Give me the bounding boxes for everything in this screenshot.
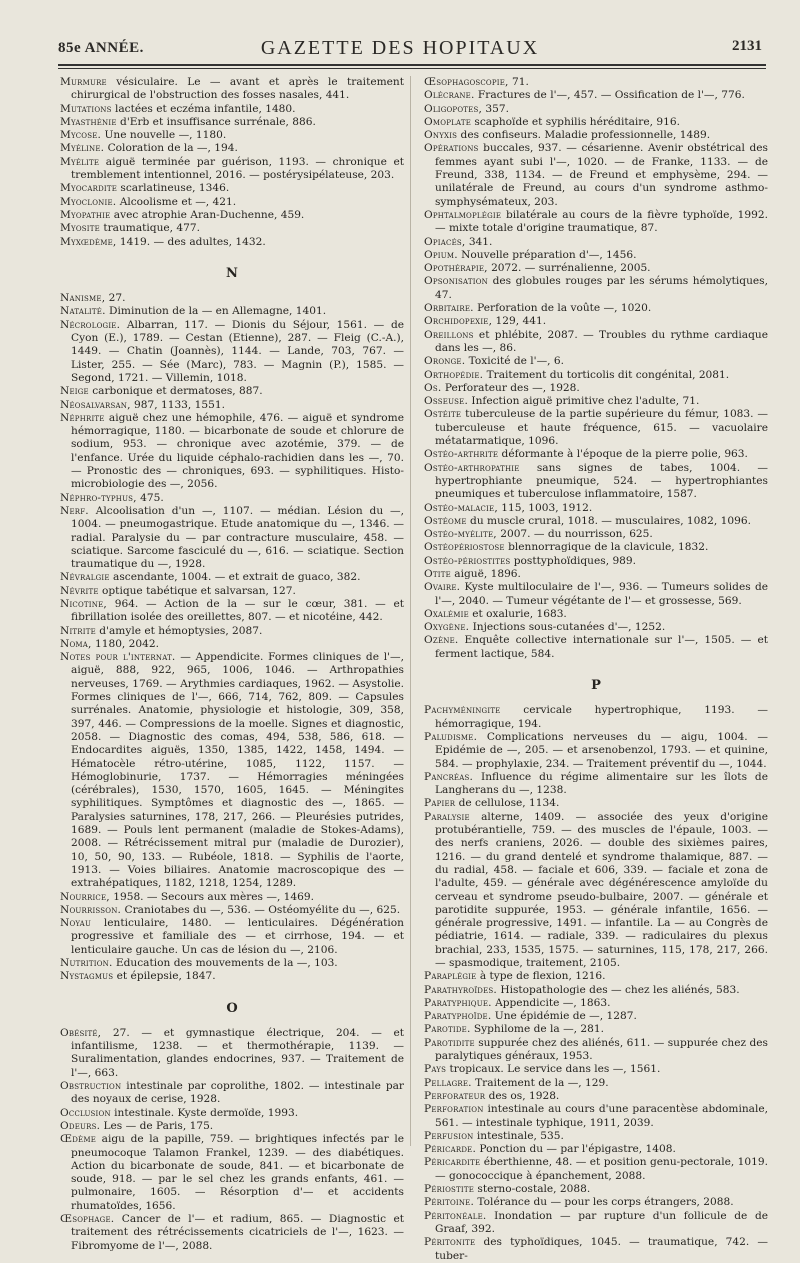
index-entry (60, 1133, 404, 1213)
entry-text: 341. (465, 235, 493, 248)
entry-text: intestinale au cours d'une paracentèse abdominale, 561. — intestinale typhique, 1911, 2039. (435, 1103, 768, 1129)
index-entry (60, 209, 404, 222)
entry-text: du muscle crural, 1018. — musculaires, 1082, 1096. (466, 514, 751, 527)
entry-heading: Ostéome (424, 514, 467, 527)
index-entry (60, 891, 404, 904)
index-entry (60, 305, 404, 318)
index-entry (424, 1077, 768, 1090)
index-entry (424, 249, 768, 262)
entry-heading: Odeurs. (60, 1119, 101, 1132)
entry-heading: Néosalvarsan, (60, 398, 131, 411)
index-entry (424, 541, 768, 554)
index-entry (424, 1143, 768, 1156)
index-entry (424, 1236, 768, 1263)
entry-text: Cancer de l'— et radium, 865. — Diagnostic et traitement des rétrécissements cicatriciels de l'—, 1623. — Fibromyome de l'—, 2088. (71, 1213, 404, 1252)
index-entry (424, 408, 768, 448)
index-entry (60, 492, 404, 505)
index-entry (424, 369, 768, 382)
index-entry (424, 1156, 768, 1183)
index-entry (424, 275, 768, 302)
entry-text: sterno-costale, 2088. (474, 1183, 591, 1196)
entry-text: Ponction du — par l'épigastre, 1408. (476, 1143, 676, 1156)
entry-text: Syphilome de la —, 281. (470, 1023, 604, 1036)
entry-text: buccales, 937. — césarienne. Avenir obstétrical des femmes ayant subi l'—, 1020. — de Franke, 1133. — de Freund, 338, 1134. — de Freund et emphysème, 294. — unilatérale de Freund, au cours d'un syndrome asthmo-symphysémateux, 203. (435, 142, 768, 208)
entry-heading: Obstruction (60, 1080, 122, 1093)
entry-text: Infection aiguë primitive chez l'adulte, 71. (468, 395, 700, 408)
entry-heading: Mycose. (60, 129, 102, 142)
entry-heading: Oxygène. (424, 621, 470, 634)
entry-text: Influence du régime alimentaire sur les îlots de Langherans du —, 1238. (435, 770, 768, 797)
entry-text: de cellulose, 1134. (455, 797, 560, 810)
entry-heading: Névralgie (60, 571, 110, 584)
entry-heading: Mutations (60, 102, 112, 115)
index-entry (424, 515, 768, 528)
entry-text: scarlatineuse, 1346. (117, 182, 230, 195)
entry-text: suppurée chez des aliénés, 611. — suppurée chez des paralytiques généraux, 1953. (435, 1036, 768, 1063)
entry-heading: Orthopédie. (424, 368, 484, 381)
entry-heading: Opothérapie, (424, 262, 488, 275)
entry-heading: Onyxis (424, 129, 458, 142)
entry-heading: Pays (424, 1063, 447, 1076)
index-entry (60, 412, 404, 492)
entry-heading: Myélite (60, 155, 100, 168)
index-entry (60, 970, 404, 983)
index-entry (424, 704, 768, 731)
entry-heading: Oreillons (424, 328, 474, 341)
entry-heading: Péricarde. (424, 1143, 477, 1156)
entry-heading: Myosite (60, 222, 100, 235)
index-entry (424, 355, 768, 368)
entry-heading: Péritonite (424, 1236, 476, 1249)
entry-text: blennorragique de la clavicule, 1832. (504, 541, 709, 554)
entry-heading: Péritonéale. (424, 1209, 487, 1222)
entry-heading: Ostéo-malacie, (424, 501, 498, 514)
entry-heading: Nourrisson. (60, 903, 122, 916)
entry-heading: Périostite (424, 1183, 475, 1196)
entry-text: Albarran, 117. — Dionis du Séjour, 1561. — de Cyon (E.), 1789. — Cestan (Etienne), 287. — Fleig (C.-A.), 1449. — Chatin (Joannès), 1144. — Lande, 703, 767. — Lister, 255. — Sée (Marc), 783. — Magnin (P.), 1585. — Segond, 1721. — Villemin, 1018. (71, 318, 404, 384)
entry-heading: Nutrition. (60, 957, 113, 969)
entry-heading: Myéline. (60, 142, 105, 155)
entry-heading: Ostéo-périostites (424, 554, 511, 567)
entry-heading: Otite (424, 567, 451, 580)
entry-text: 1958. — Secours aux mères —, 1469. (109, 890, 315, 903)
entry-heading: Ostéo-arthrite (424, 448, 499, 461)
entry-heading: Perforateur (424, 1089, 486, 1102)
index-entry (424, 302, 768, 315)
entry-text: des os, 1928. (485, 1089, 560, 1102)
entry-text: 27. — et gymnastique électrique, 204. — et infantilisme, 1238. — et thermothérapie, 1139. — Suralimentation, glandes endocrines, 937. — Traitement de l'—, 663. (71, 1026, 404, 1079)
index-entry (424, 797, 768, 810)
index-entry (424, 555, 768, 568)
entry-text: et phlébite, 2087. — Troubles du rythme cardiaque dans les —, 86. (435, 328, 768, 354)
index-entry (424, 771, 768, 798)
index-entry (60, 638, 404, 651)
right-column (424, 76, 768, 1263)
index-entry (424, 103, 768, 116)
entry-text: Kyste multiloculaire de l'—, 936. — Tumeurs solides de l'—, 2040. — Tumeur végétante de l'— et grossesse, 569. (435, 581, 768, 607)
entry-heading: Opiacés, (424, 235, 466, 248)
index-entry (60, 585, 404, 598)
entry-heading: Myxœdème, (60, 235, 117, 248)
entry-heading: Myopathie (60, 208, 111, 221)
index-entry (424, 621, 768, 634)
entry-text: Les — de Paris, 175. (100, 1119, 214, 1132)
entry-text: aiguë chez une hémophile, 476. — aiguë et syndrome hémorragique, 1180. — bicarbonate de soude et chlorure de sodium, 953. — chronique avec azotémie, 379. — de l'enfance. Urée du liquide céphalo-rachidien dans les —, 70. — Pronostic des — chroniques, 693. — syphilitiques. Histo-microbiologie des —, 2056. (71, 411, 404, 491)
entry-heading: Opsonisation (424, 275, 488, 288)
entry-text: Coloration de la —, 194. (104, 142, 238, 155)
entry-heading: Neige (60, 385, 89, 398)
index-entry (424, 129, 768, 142)
entry-heading: Paludisme. (424, 730, 478, 743)
entry-heading: Orchidopexie, (424, 315, 493, 328)
entry-heading: Pachyméningite (424, 704, 501, 717)
entry-heading: Paratyphoïde. (424, 1010, 492, 1023)
index-entry (60, 385, 404, 398)
entry-text: et épilepsie, 1847. (113, 970, 216, 983)
entry-heading: Péritoine. (424, 1196, 475, 1209)
entry-heading: Opérations (424, 142, 479, 155)
entry-text: Diminution de la — en Allemagne, 1401. (105, 305, 327, 318)
entry-text: 71. (508, 76, 529, 88)
entry-text: tuberculeuse de la partie supérieure du fémur, 1083. — tuberculeuse et haute fréquence, 615. — vacuolaire métatarmatique, 1096. (435, 408, 768, 448)
entry-heading: Paralysie (424, 810, 470, 823)
entry-heading: Ophtalmoplégie (424, 208, 502, 221)
index-entry (60, 236, 404, 249)
index-entry (60, 917, 404, 957)
index-entry (424, 395, 768, 408)
entry-heading: Papier (424, 797, 456, 810)
entry-text: intestinale. Kyste dermoïde, 1993. (110, 1106, 299, 1119)
entry-heading: Myasthénie (60, 115, 117, 128)
entry-text: Nouvelle préparation d'—, 1456. (457, 248, 637, 261)
entry-text: Perforation de la voûte —, 1020. (473, 302, 652, 315)
entry-heading: Ostéite (424, 408, 462, 421)
index-entry (60, 1080, 404, 1107)
entry-heading: Osseuse. (424, 395, 469, 408)
index-entry (424, 1023, 768, 1036)
index-entry (60, 505, 404, 571)
entry-heading: Paratyphique. (424, 996, 492, 1009)
index-entry (424, 462, 768, 502)
index-entry (424, 448, 768, 461)
entry-text: Perforateur des —, 1928. (441, 381, 580, 394)
entry-text: cervicale hypertrophique, 1193. — hémorragique, 194. (435, 704, 768, 730)
entry-text: 27. (105, 292, 126, 305)
entry-text: optique tabétique et salvarsan, 127. (98, 584, 296, 597)
entry-heading: Orbitaire. (424, 302, 474, 315)
entry-text: aigu de la papille, 759. — brightiques infectés par le pneumocoque Talamon Frankel, 1239. — des diabétiques. Action du bicarbonate de soude, 841. — et bicarbonate de soude, 918. — par le sel chez les grands enfants, 461. — pulmonaire, 1605. — Résorption d'— et accidents rhumatoïdes, 1656. (71, 1133, 404, 1212)
index-entry (60, 1027, 404, 1080)
index-entry (424, 1090, 768, 1103)
index-entry (424, 811, 768, 971)
index-entry (424, 236, 768, 249)
entry-heading: Nitrite (60, 624, 96, 637)
index-entry (424, 1037, 768, 1064)
entry-heading: Ovaire. (424, 581, 461, 594)
entry-heading: Néphro-typhus, (60, 491, 137, 504)
entry-heading: Œdème (60, 1133, 97, 1146)
entry-text: d'Erb et insuffisance surrénale, 886. (116, 115, 316, 128)
entry-text: lenticulaire, 1480. — lenticulaires. Dégénération progressive et familiale des — et cirrhose, 194. — et lenticulaire gauche. Un cas de lésion du —, 2106. (71, 917, 404, 956)
header-rule-thin (58, 68, 766, 69)
entry-text: d'amyle et hémoptysies, 2087. (95, 624, 263, 637)
entry-text: Fractures de l'—, 457. — Ossification de l'—, 776. (474, 89, 745, 102)
entry-heading: Oronge. (424, 355, 466, 368)
index-entry (60, 957, 404, 970)
entry-heading: Omoplate (424, 115, 472, 128)
index-entry (60, 1213, 404, 1253)
index-entry (60, 292, 404, 305)
index-entry (60, 196, 404, 209)
left-column (60, 76, 404, 1253)
index-entry (424, 142, 768, 208)
entry-heading: Ozène. (424, 634, 459, 647)
volume-label: 85e ANNÉE. (58, 40, 144, 56)
entry-text: 964. — Action de la — sur le cœur, 381. — et fibrillation isolée des oreillettes, 807. — et nicotéine, 442. (71, 597, 404, 624)
entry-text: 2007. — du nourrisson, 625. (496, 528, 653, 541)
entry-heading: Nystagmus (60, 970, 114, 983)
index-entry (424, 89, 768, 102)
index-entry (60, 598, 404, 625)
entry-heading: Os. (424, 381, 442, 394)
index-entry (424, 568, 768, 581)
entry-heading: Œsophagoscopie, (424, 76, 509, 88)
index-entry (424, 608, 768, 621)
index-entry (60, 129, 404, 142)
entry-text: intestinale par coprolithe, 1802. — intestinale par des noyaux de cerise, 1928. (71, 1080, 404, 1106)
index-entry (424, 262, 768, 275)
entry-text: déformante à l'époque de la pierre polie, 963. (498, 448, 748, 461)
entry-text: aiguë terminée par guérison, 1193. — chronique et tremblement intentionnel, 2016. — postérysipélateuse, 203. (71, 155, 404, 182)
entry-heading: Obésité, (60, 1026, 102, 1039)
entry-heading: Ostéo-myélite, (424, 528, 497, 541)
entry-text: 357. (482, 102, 509, 115)
index-entry (60, 399, 404, 412)
index-entry (424, 1183, 768, 1196)
index-entry (424, 731, 768, 771)
entry-heading: Nerf. (60, 504, 89, 517)
entry-text: avec atrophie Aran-Duchenne, 459. (110, 208, 305, 221)
index-entry (424, 528, 768, 541)
entry-heading: Myocardite (60, 182, 118, 195)
entry-text: Appendicite —, 1863. (491, 996, 611, 1009)
index-entry (424, 984, 768, 997)
journal-title: GAZETTE DES HOPITAUX (260, 37, 540, 59)
entry-heading: Perforation (424, 1103, 484, 1116)
entry-text: Enquête collective internationale sur l'—, 1505. — et ferment lactique, 584. (435, 634, 768, 660)
entry-heading: Pancréas. (424, 770, 474, 783)
entry-text: intestinale, 535. (473, 1129, 564, 1142)
entry-heading: Noma, (60, 637, 92, 650)
index-entry (60, 625, 404, 638)
index-entry (60, 904, 404, 917)
entry-text: Injections sous-cutanées d'—, 1252. (469, 621, 666, 634)
entry-heading: Nanisme, (60, 292, 106, 305)
entry-heading: Myoclonie. (60, 195, 117, 208)
index-entry (60, 156, 404, 183)
entry-text: alterne, 1409. — associée des yeux d'origine protubérantielle, 759. — des muscles de l'épaule, 1003. — des nerfs craniens, 2026. — double des sixièmes paires, 1216. — du grand dentelé et syndrome thalamique, 887. — du radial, 458. — faciale et 606, 339. — faciale et zona de l'adulte, 459. — générale avec dégénérescence amyloïde du cerveau et syndrome pseudo-bulbaire, 2007. — générale et parotidite suppurée, 1953. — générale infantile, 1656. — générale progressive, 1491. — infantile. La — au Congrès de pédiatrie, 1614. — radiale, 339. — radiculaires du plexus brachial, 233, 1535, 1575. — saturnines, 115, 178, 217, 266. — spasmodique, traitement, 2105. (435, 810, 768, 969)
index-entry (60, 571, 404, 584)
entry-heading: Notes pour l'internat. (60, 651, 176, 664)
entry-text: Traitement du torticolis dit congénital, 2081. (483, 368, 730, 381)
index-entry (424, 382, 768, 395)
header-rule (58, 64, 766, 66)
entry-text: 1419. — des adultes, 1432. (116, 235, 266, 248)
entry-text: Histopathologie des — chez les aliénés, 583. (496, 983, 740, 996)
entry-text: carbonique et dermatoses, 887. (88, 385, 263, 398)
entry-heading: Œsophage. (60, 1213, 115, 1226)
entry-text: 1180, 2042. (91, 637, 159, 650)
index-entry (424, 116, 768, 129)
entry-text: Traitement de la —, 129. (471, 1076, 609, 1089)
entry-text: scaphoïde et syphilis héréditaire, 916. (471, 115, 680, 128)
index-entry (60, 76, 404, 103)
entry-text: sans signes de tabes, 1004. — hypertrophiante pneumique, 524. — hypertrophiantes pneumiques et tuberculose inflammatoire, 1587. (435, 461, 768, 501)
entry-text: aiguë, 1896. (450, 567, 521, 580)
entry-heading: Parathyroïdes. (424, 983, 497, 996)
index-entry (424, 970, 768, 983)
entry-text: Inondation — par rupture d'un follicule de de Graaf, 392. (435, 1209, 768, 1235)
entry-heading: Pellagre. (424, 1076, 472, 1089)
entry-text: Complications nerveuses du — aigu, 1004. — Epidémie de —, 205. — et arsenobenzol, 1793. — et quinine, 584. — prophylaxie, 234. — Traitement préventif du —, 1044. (435, 730, 768, 770)
entry-heading: Oligopotes, (424, 102, 483, 115)
index-entry (424, 76, 768, 89)
entry-heading: Olécrane. (424, 89, 475, 102)
entry-heading: Oxalémie (424, 607, 469, 620)
entry-text: vésiculaire. Le — avant et après le traitement chirurgical de l'obstruction des fosses nasales, 441. (71, 76, 404, 102)
entry-text: Une nouvelle —, 1180. (101, 129, 227, 142)
entry-text: — Appendicite. Formes cliniques de l'—, aiguë, 888, 922, 965, 1006, 1046. — Arthropathies nerveuses, 1769. — Arythmies cardiaques, 1962. — Asystolie. Formes cliniques de l'—, 666, 714, 762, 809. — Capsules surrénales. Anatomie, physiologie et histologie, 309, 358, 397, 446. — Compressions de la moelle. Signes et diagnostic, 2058. — Diagnostic des comas, 494, 538, 586, 618. — Endocardites aiguës, 1350, 1385, 1422, 1458, 1494. — Hématocèle rétro-utérine, 1085, 1122, 1157. — Hémoglobinurie, 1737. — Hémorragies méningées (cérébrales), 1530, 1570, 1605, 1645. — Méningites syphilitiques. Symptômes et diagnostic des —, 1865. — Paralysies saturnines, 178, 217, 266. — Pleurésies putrides, 1689. — Pouls lent permanent (maladie de Stokes-Adams), 2008. — Rétrécissement mitral pur (maladie de Durozier), 10, 50, 90, 133. — Rubéole, 1818. — Syphilis de l'aorte, 1913. — Voies biliaires. Anatomie macroscopique des — extrahépatiques, 1182, 1218, 1254, 1289. (71, 651, 405, 890)
entry-heading: Nicotine, (60, 597, 107, 610)
entry-text: des globules rouges par les sérums hémolytiques, 47. (435, 275, 768, 301)
entry-text: éberthienne, 48. — et position genu-pectorale, 1019. — gonococcique à épanchement, 2088. (435, 1156, 768, 1182)
entry-text: 475. (136, 491, 164, 504)
index-entry (60, 319, 404, 385)
entry-heading: Occlusion (60, 1106, 111, 1119)
index-entry (60, 1120, 404, 1133)
index-entry (60, 182, 404, 195)
entry-text: Tolérance du — pour les corps étrangers, 2088. (474, 1196, 734, 1209)
entry-text: Alcoolisme et —, 421. (116, 195, 237, 208)
entry-text: tropicaux. Le service dans les —, 1561. (446, 1063, 661, 1076)
section-letter: P (591, 678, 601, 694)
entry-text: lactées et eczéma infantile, 1480. (111, 102, 296, 115)
entry-text: à type de flexion, 1216. (476, 970, 606, 983)
entry-heading: Perfusion (424, 1129, 474, 1142)
entry-heading: Opium. (424, 248, 458, 261)
index-entry (424, 1196, 768, 1209)
entry-text: Une épidémie de —, 1287. (491, 1010, 637, 1023)
entry-text: 115, 1003, 1912. (497, 501, 593, 514)
index-entry (60, 142, 404, 155)
entry-heading: Péricardite (424, 1156, 481, 1169)
index-entry (424, 329, 768, 356)
index-entry (424, 997, 768, 1010)
entry-text: posttyphoïdiques, 989. (510, 554, 637, 567)
index-entry (424, 1063, 768, 1076)
column-divider (410, 76, 411, 1146)
section-letter: N (226, 265, 238, 281)
index-entry (60, 116, 404, 129)
entry-heading: Parotide. (424, 1023, 471, 1036)
index-entry (424, 1010, 768, 1023)
entry-text: ascendante, 1004. — et extrait de guaco, 382. (109, 571, 361, 584)
entry-heading: Ostéo-arthropathie (424, 461, 520, 474)
index-entry (424, 581, 768, 608)
section-letter: O (226, 1000, 238, 1016)
index-entry (424, 1103, 768, 1130)
index-entry (424, 634, 768, 661)
index-entry (60, 1107, 404, 1120)
entry-text: Craniotabes du —, 536. — Ostéomyélite du —, 625. (121, 903, 401, 916)
entry-text: Education des mouvements de la —, 103. (112, 957, 338, 969)
entry-text: Toxicité de l'—, 6. (465, 355, 565, 368)
entry-text: 987, 1133, 1551. (130, 398, 225, 411)
index-entry (424, 209, 768, 236)
page-number: 2131 (732, 38, 762, 54)
entry-text: Alcoolisation d'un —, 1107. — médian. Lésion du —, 1004. — pneumogastrique. Etude anatomique du —, 1346. — radial. Paralysie du — par contracture musculaire, 458. — sciatique. Sarcome fasciculé du —, 616. — sciatique. Section traumatique du —, 1928. (71, 504, 404, 571)
index-entry (60, 222, 404, 235)
entry-heading: Paraplégie (424, 970, 477, 983)
entry-heading: Noyau (60, 917, 92, 930)
entry-heading: Natalité. (60, 305, 106, 318)
index-entry (424, 1210, 768, 1237)
index-entry (60, 651, 404, 890)
entry-text: des confiseurs. Maladie professionnelle, 1489. (457, 129, 711, 142)
index-entry (60, 103, 404, 116)
entry-heading: Nécrologie. (60, 318, 121, 331)
entry-text: des typhoïdiques, 1045. — traumatique, 742. — tuber- (435, 1236, 768, 1262)
index-entry (424, 502, 768, 515)
index-entry (424, 1130, 768, 1143)
entry-heading: Névrite (60, 584, 99, 597)
entry-heading: Néphrite (60, 411, 105, 424)
entry-heading: Nourrice, (60, 890, 110, 903)
entry-text: 2072. — surrénalienne, 2005. (487, 262, 651, 275)
entry-text: traumatique, 477. (99, 222, 200, 235)
entry-text: 129, 441. (492, 315, 547, 328)
entry-text: et oxalurie, 1683. (468, 607, 567, 620)
index-entry (424, 315, 768, 328)
entry-heading: Murmure (60, 76, 107, 88)
entry-text: bilatérale au cours de la fièvre typhoïde, 1992. — mixte totale d'origine traumatique, 87. (435, 208, 768, 235)
entry-heading: Parotidite (424, 1036, 475, 1049)
entry-heading: Ostéopériostose (424, 541, 505, 554)
